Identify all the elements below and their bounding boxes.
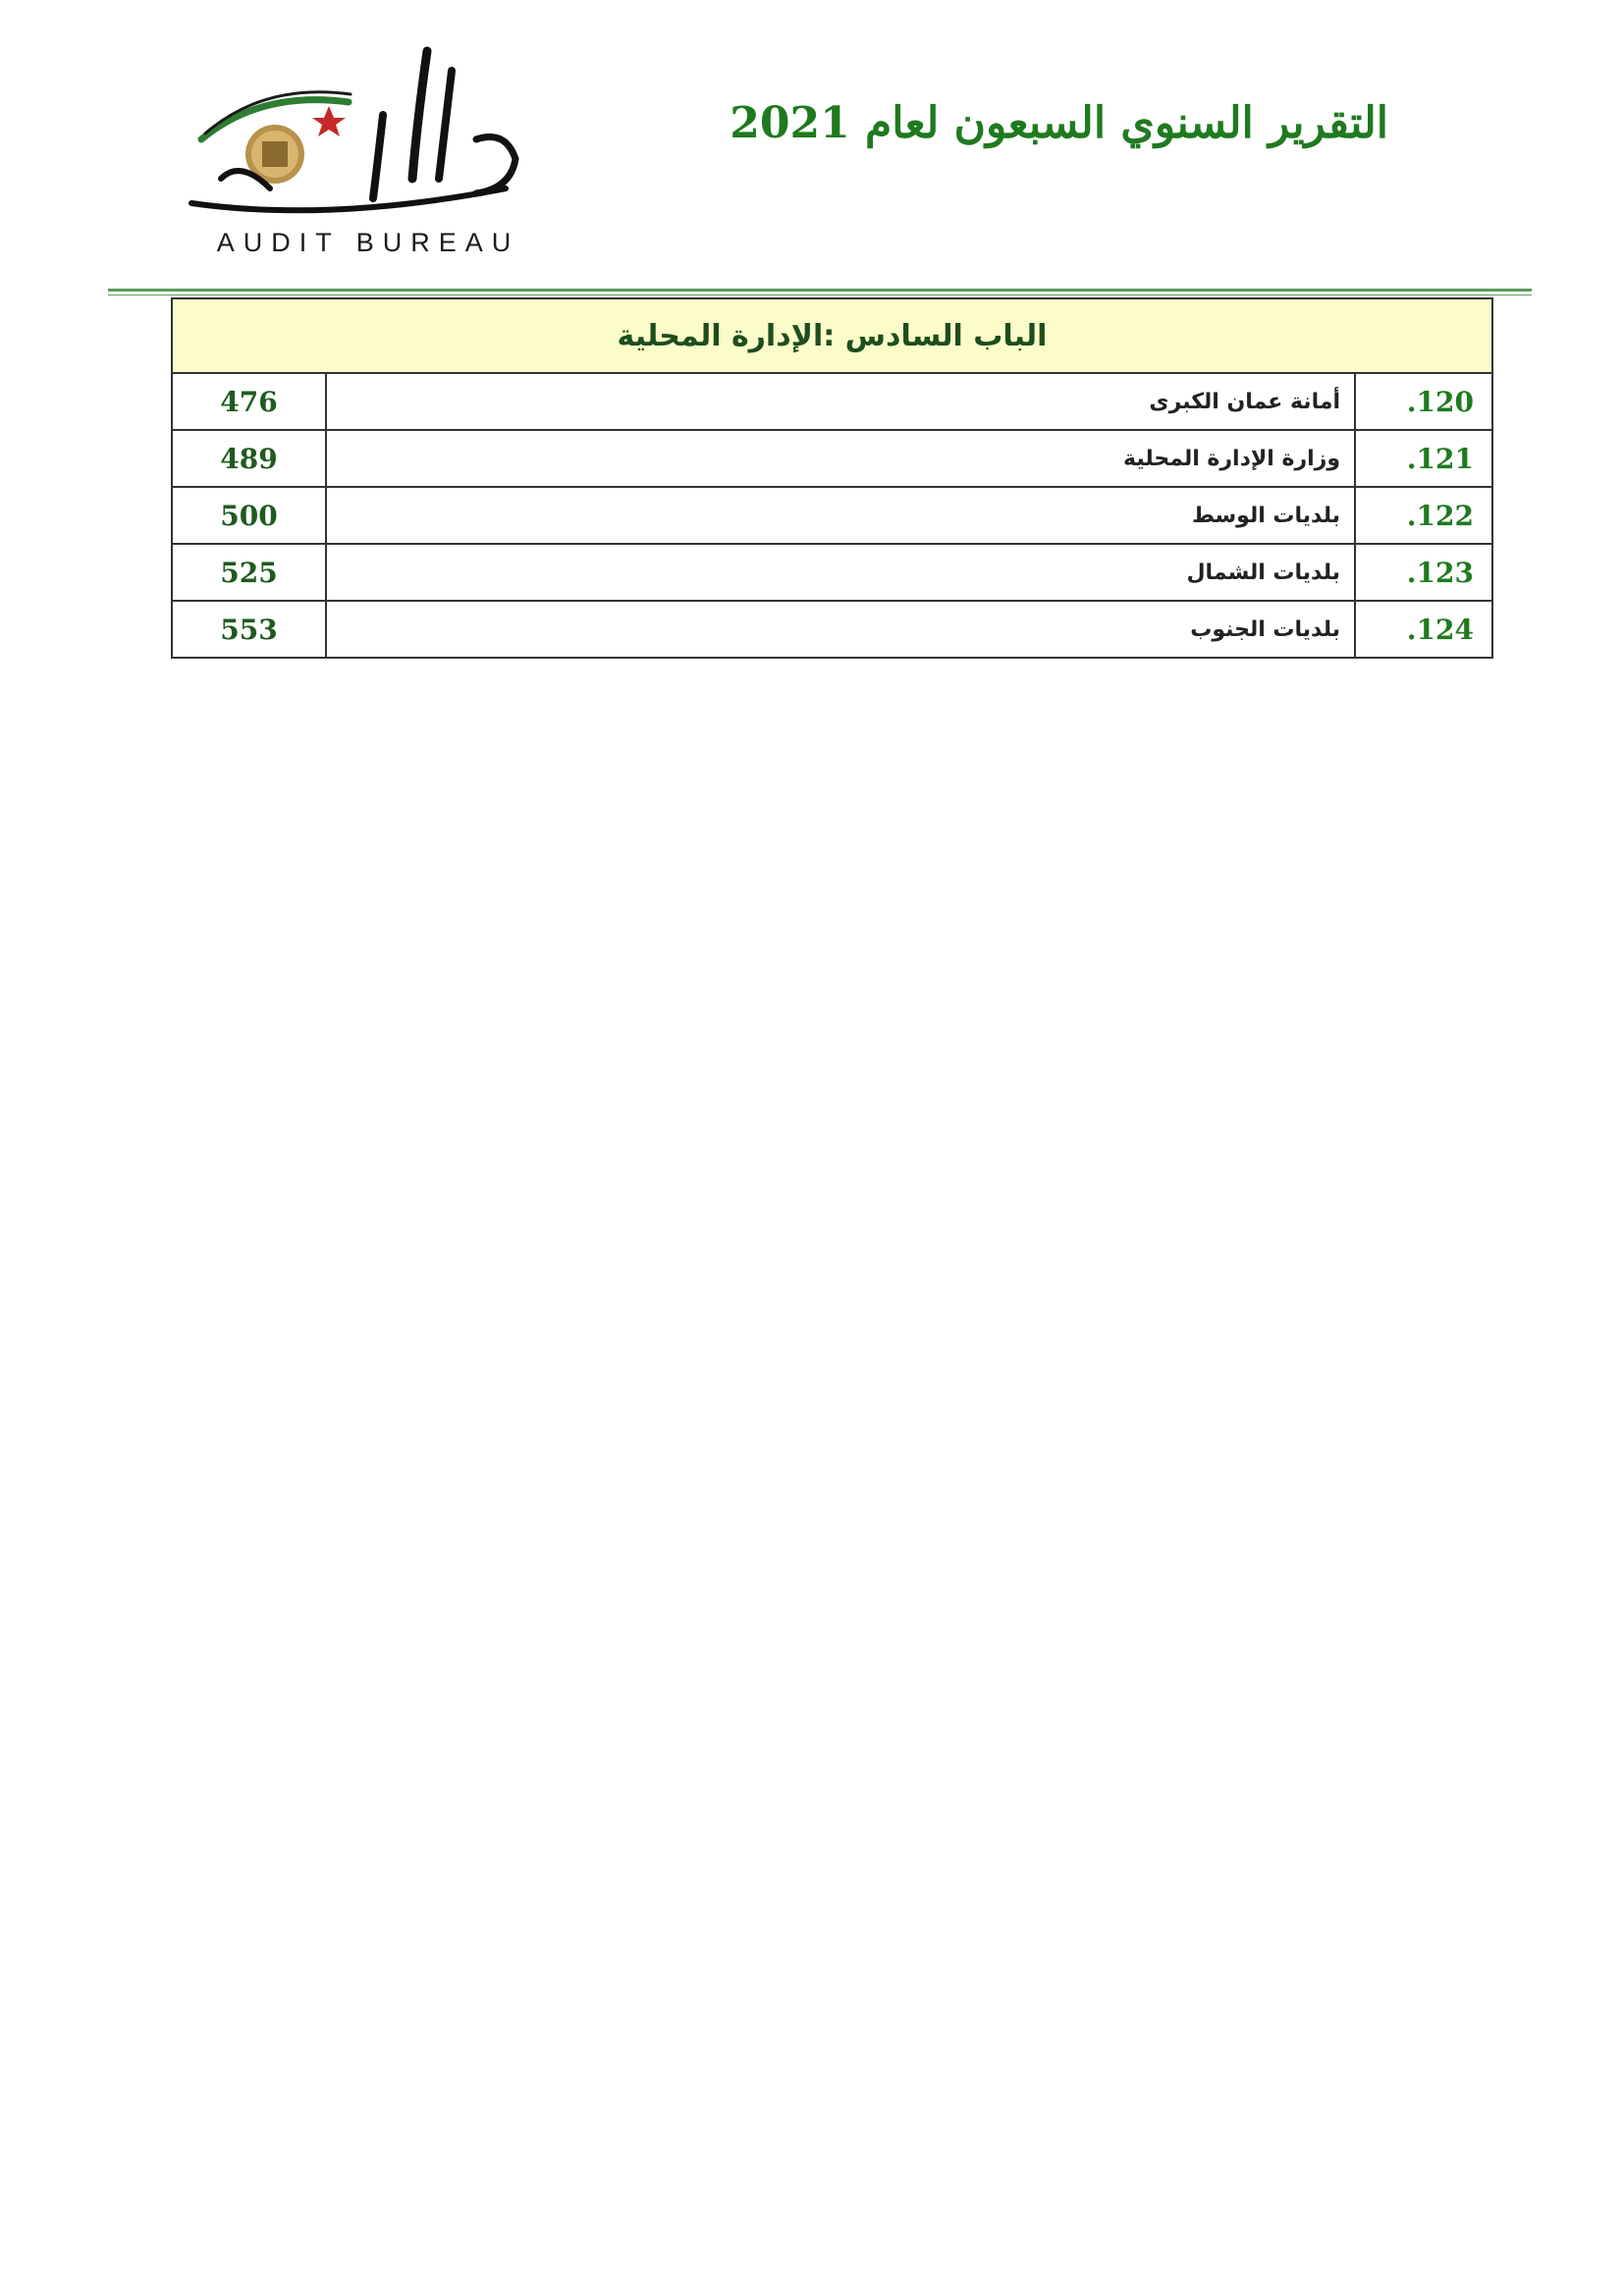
entry-title[interactable]: بلديات الوسط: [326, 487, 1355, 544]
entry-number: 122.: [1355, 487, 1492, 544]
entry-title[interactable]: بلديات الشمال: [326, 544, 1355, 601]
entry-page: 553: [172, 601, 326, 658]
entry-page: 500: [172, 487, 326, 544]
entry-title[interactable]: وزارة الإدارة المحلية: [326, 430, 1355, 487]
toc-row[interactable]: [172, 544, 1492, 601]
toc-table: [171, 297, 1493, 659]
toc-row[interactable]: [172, 601, 1492, 658]
header-divider-thin: [108, 294, 1532, 295]
audit-bureau-logo: [182, 31, 555, 257]
logo-caption: AUDIT BUREAU: [216, 228, 520, 257]
entry-page: 525: [172, 544, 326, 601]
entry-page: 476: [172, 373, 326, 430]
header-divider: [108, 289, 1532, 292]
logo-arabic-text: ديوان المحاسبة: [329, 179, 336, 180]
entry-number: 123.: [1355, 544, 1492, 601]
report-title: التقرير السنوي السبعون لعام 2021: [730, 98, 1388, 148]
entry-title[interactable]: بلديات الجنوب: [326, 601, 1355, 658]
logo-emblem-icon: [182, 31, 555, 228]
entry-number: 120.: [1355, 373, 1492, 430]
entry-title[interactable]: أمانة عمان الكبرى: [326, 373, 1355, 430]
toc-row[interactable]: [172, 430, 1492, 487]
entry-page: 489: [172, 430, 326, 487]
toc-row[interactable]: [172, 373, 1492, 430]
toc-row[interactable]: [172, 487, 1492, 544]
chapter-heading: الباب السادس :الإدارة المحلية: [172, 298, 1492, 373]
entry-number: 121.: [1355, 430, 1492, 487]
entry-number: 124.: [1355, 601, 1492, 658]
